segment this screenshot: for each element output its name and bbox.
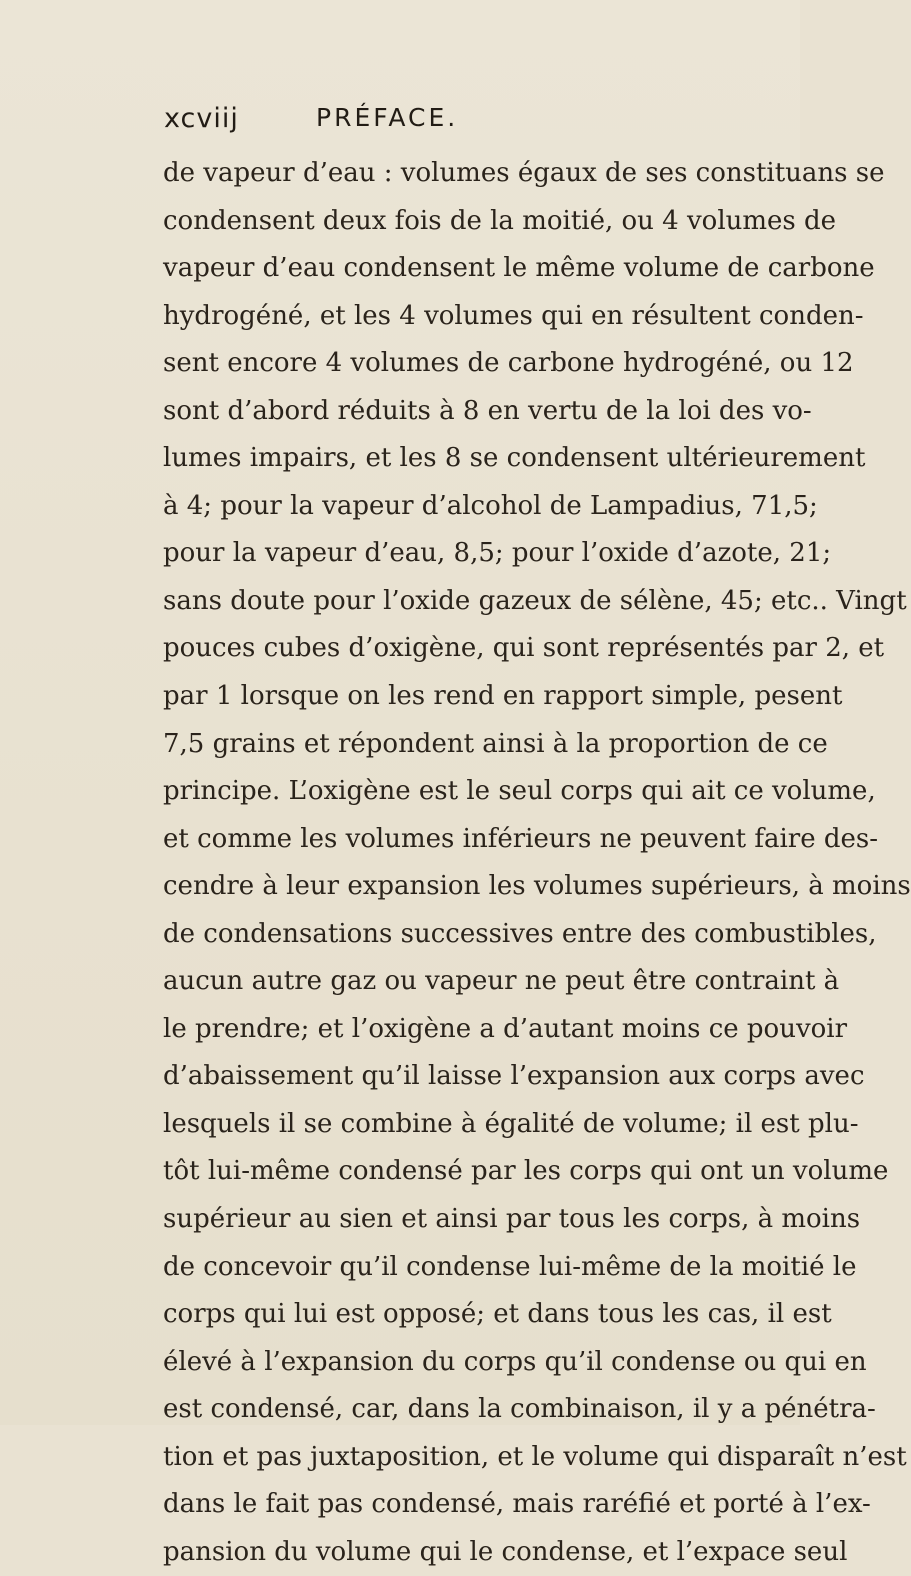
text-line: élevé à l’expansion du corps qu’il condense ou qui en bbox=[163, 1346, 867, 1377]
text-line: aucun autre gaz ou vapeur ne peut être contraint à bbox=[163, 966, 840, 997]
text-line: pouces cubes d’oxigène, qui sont représentés par 2, et bbox=[163, 633, 885, 664]
text-line: de concevoir qu’il condense lui-même de la moitié le bbox=[163, 1251, 857, 1282]
text-line: tôt lui-même condensé par les corps qui ont un volume bbox=[163, 1156, 889, 1187]
page-number: xcviij bbox=[164, 103, 239, 134]
text-line: pour la vapeur d’eau, 8,5; pour l’oxide d’azote, 21; bbox=[163, 538, 832, 569]
text-line: et comme les volumes inférieurs ne peuvent faire des- bbox=[163, 823, 878, 854]
text-line: principe. L’oxigène est le seul corps qui ait ce volume, bbox=[163, 776, 876, 807]
page-header bbox=[0, 103, 800, 143]
text-line: supérieur au sien et ainsi par tous les corps, à moins bbox=[163, 1204, 861, 1235]
text-line: le prendre; et l’oxigène a d’autant moins ce pouvoir bbox=[163, 1013, 848, 1044]
text-line: lumes impairs, et les 8 se condensent ultérieurement bbox=[163, 443, 866, 474]
text-line: sont d’abord réduits à 8 en vertu de la loi des vo- bbox=[163, 395, 812, 426]
text-line: dans le fait pas condensé, mais raréfié et porté à l’ex- bbox=[163, 1489, 871, 1520]
text-line: lesquels il se combine à égalité de volume; il est plu- bbox=[163, 1108, 859, 1139]
text-line: pansion du volume qui le condense, et l’expace seul bbox=[163, 1536, 848, 1567]
text-line: est condensé, car, dans la combinaison, il y a pénétra- bbox=[163, 1394, 876, 1425]
text-line: sans doute pour l’oxide gazeux de sélène, 45; etc.. Vingt bbox=[163, 585, 907, 616]
text-line: hydrogéné, et les 4 volumes qui en résultent conden- bbox=[163, 300, 864, 331]
text-line: tion et pas juxtaposition, et le volume qui disparaît n’est bbox=[163, 1441, 907, 1472]
text-line: corps qui lui est opposé; et dans tous les cas, il est bbox=[163, 1299, 832, 1330]
text-line: condensent deux fois de la moitié, ou 4 volumes de bbox=[163, 205, 837, 236]
text-line: vapeur d’eau condensent le même volume de carbone bbox=[163, 253, 875, 284]
text-line: d’abaissement qu’il laisse l’expansion aux corps avec bbox=[163, 1061, 865, 1092]
text-line: 7,5 grains et répondent ainsi à la proportion de ce bbox=[163, 728, 828, 759]
running-head: PRÉFACE. bbox=[316, 103, 459, 132]
text-line: cendre à leur expansion les volumes supérieurs, à moins bbox=[163, 871, 911, 902]
text-line: par 1 lorsque on les rend en rapport simple, pesent bbox=[163, 681, 843, 712]
body-text bbox=[163, 150, 911, 1576]
text-line: à 4; pour la vapeur d’alcohol de Lampadius, 71,5; bbox=[163, 490, 818, 521]
text-line: de condensations successives entre des combustibles, bbox=[163, 918, 877, 949]
text-line: de vapeur d’eau : volumes égaux de ses constituans se bbox=[163, 158, 885, 188]
text-line: sent encore 4 volumes de carbone hydrogéné, ou 12 bbox=[163, 348, 854, 379]
